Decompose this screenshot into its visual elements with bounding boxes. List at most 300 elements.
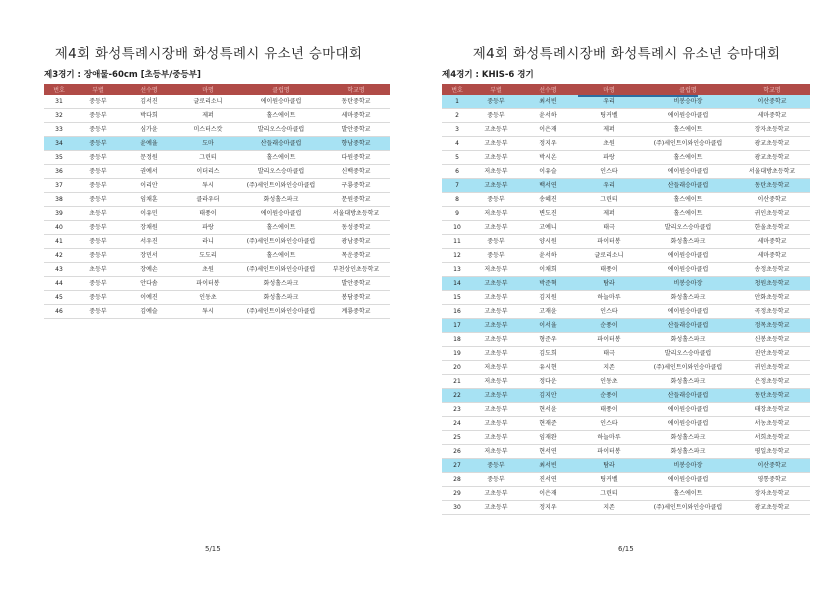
entry-table: [44, 84, 390, 319]
cell-horse: 제퍼: [176, 109, 240, 123]
cell-club: 에이원승마클럽: [240, 95, 322, 109]
cell-school: 장자초등학교: [734, 123, 810, 137]
cell-horse: 인동초: [176, 291, 240, 305]
cell-number: 22: [442, 389, 472, 403]
cell-division: 중등부: [74, 193, 122, 207]
table-row: [442, 459, 810, 473]
cell-club: 홀스에이트: [240, 249, 322, 263]
cell-division: 저초등부: [472, 165, 520, 179]
cell-division: 초등부: [74, 263, 122, 277]
cell-horse: 그린티: [576, 193, 642, 207]
cell-club: 에이원승마클럽: [642, 109, 734, 123]
cell-number: 19: [442, 347, 472, 361]
cell-rider: 진서연: [520, 473, 576, 487]
cell-club: 홀스에이트: [240, 221, 322, 235]
cell-number: 18: [442, 333, 472, 347]
cell-club: 화성홀스파크: [642, 291, 734, 305]
table-row: [442, 305, 810, 319]
cell-number: 33: [44, 123, 74, 137]
cell-horse: 초원: [576, 137, 642, 151]
cell-division: 고초등부: [472, 137, 520, 151]
cell-horse: 팅커벨: [576, 473, 642, 487]
cell-number: 32: [44, 109, 74, 123]
cell-number: 24: [442, 417, 472, 431]
cell-club: 화성홀스파크: [642, 375, 734, 389]
cell-school: 서울대방초등학교: [734, 165, 810, 179]
table-row: [442, 403, 810, 417]
cell-division: 중등부: [74, 123, 122, 137]
cell-club: (주)세인트이와인승마클럽: [240, 179, 322, 193]
cell-division: 중등부: [74, 179, 122, 193]
table-row: [442, 445, 810, 459]
cell-club: 에이원승마클럽: [642, 417, 734, 431]
cell-school: 태장초등학교: [734, 403, 810, 417]
cell-division: 중등부: [74, 235, 122, 249]
cell-horse: 파이터봉: [576, 235, 642, 249]
cell-number: 38: [44, 193, 74, 207]
cell-division: 중등부: [472, 95, 520, 109]
cell-school: 광교초등학교: [734, 151, 810, 165]
cell-number: 36: [44, 165, 74, 179]
cell-school: 귀인초등학교: [734, 207, 810, 221]
cell-school: 신백중학교: [322, 165, 390, 179]
cell-horse: 파이터봉: [576, 333, 642, 347]
cell-school: 청원초등학교: [734, 277, 810, 291]
cell-school: 한울초등학교: [734, 221, 810, 235]
page-title: 제4회 화성특례시장배 화성특례시 유소년 승마대회: [54, 46, 363, 62]
cell-rider: 현재준: [520, 417, 576, 431]
cell-number: 8: [442, 193, 472, 207]
cell-rider: 박준혁: [520, 277, 576, 291]
cell-horse: 인동초: [576, 375, 642, 389]
cell-club: 발리오스승마클럽: [642, 221, 734, 235]
table-row: [442, 375, 810, 389]
cell-number: 14: [442, 277, 472, 291]
cell-rider: 서우진: [122, 235, 176, 249]
cell-school: 정목초등학교: [734, 319, 810, 333]
cell-division: 고초등부: [472, 431, 520, 445]
cell-number: 26: [442, 445, 472, 459]
cell-division: 중등부: [472, 193, 520, 207]
table-row: [44, 277, 390, 291]
cell-division: 저초등부: [472, 375, 520, 389]
cell-club: (주)세인트이와인승마클럽: [642, 501, 734, 515]
cell-number: 16: [442, 305, 472, 319]
cell-school: 이산중학교: [734, 95, 810, 109]
cell-rider: 김서진: [122, 95, 176, 109]
cell-school: 문원중학교: [322, 193, 390, 207]
cell-school: 발안중학교: [322, 123, 390, 137]
cell-club: 홀스에이트: [642, 207, 734, 221]
cell-club: 에이원승마클럽: [642, 263, 734, 277]
cell-club: 화성홀스파크: [642, 445, 734, 459]
cell-school: 서농초등학교: [734, 417, 810, 431]
cell-rider: 김예슬: [122, 305, 176, 319]
cell-club: 화성홀스파크: [240, 277, 322, 291]
cell-school: 세마중학교: [734, 109, 810, 123]
cell-rider: 박시온: [520, 151, 576, 165]
cell-division: 고초등부: [472, 417, 520, 431]
cell-rider: 이은재: [520, 123, 576, 137]
cell-number: 9: [442, 207, 472, 221]
cell-division: 중등부: [74, 165, 122, 179]
cell-club: 화성홀스파크: [642, 431, 734, 445]
cell-division: 중등부: [74, 305, 122, 319]
cell-horse: 투시: [176, 179, 240, 193]
header-school: 학교명: [734, 84, 810, 95]
cell-division: 중등부: [74, 95, 122, 109]
table-row: [442, 193, 810, 207]
cell-horse: 미스터스캇: [176, 123, 240, 137]
table-row: [442, 347, 810, 361]
table-row: [442, 361, 810, 375]
table-row: [442, 235, 810, 249]
cell-school: 광교초등학교: [734, 137, 810, 151]
header-horse: 마명: [576, 84, 642, 95]
cell-rider: 윤예율: [122, 137, 176, 151]
cell-club: 발리오스승마클럽: [240, 123, 322, 137]
header-horse: 마명: [176, 84, 240, 95]
cell-rider: 최서빈: [520, 459, 576, 473]
cell-number: 45: [44, 291, 74, 305]
cell-rider: 현서윤: [520, 403, 576, 417]
cell-rider: 이은재: [520, 487, 576, 501]
cell-number: 6: [442, 165, 472, 179]
cell-horse: 하늘마루: [576, 431, 642, 445]
cell-school: 장자초등학교: [734, 487, 810, 501]
cell-horse: 하늘마루: [576, 291, 642, 305]
cell-division: 중등부: [472, 459, 520, 473]
cell-number: 4: [442, 137, 472, 151]
header-division: 부별: [472, 84, 520, 95]
cell-school: 귀인초등학교: [734, 361, 810, 375]
table-header-row: [442, 84, 810, 95]
cell-rider: 김도희: [520, 347, 576, 361]
table-row: [442, 487, 810, 501]
cell-club: 화성홀스파크: [240, 193, 322, 207]
header-school: 학교명: [322, 84, 390, 95]
cell-horse: 순풍이: [576, 319, 642, 333]
cell-rider: 윤서하: [520, 249, 576, 263]
cell-horse: 태극: [576, 221, 642, 235]
cell-rider: 정다운: [520, 375, 576, 389]
cell-number: 34: [44, 137, 74, 151]
cell-club: (주)세인트이와인승마클럽: [240, 263, 322, 277]
cell-club: 에이원승마클럽: [642, 403, 734, 417]
page-title: 제4회 화성특례시장배 화성특례시 유소년 승마대회: [472, 46, 781, 62]
cell-horse: 태풍이: [176, 207, 240, 221]
table-row: [44, 137, 390, 151]
cell-horse: 이더리스: [176, 165, 240, 179]
cell-horse: 지존: [576, 361, 642, 375]
table-body: [44, 95, 390, 319]
cell-school: 동탄초등학교: [734, 179, 810, 193]
table-row: [442, 291, 810, 305]
cell-rider: 장민서: [122, 249, 176, 263]
cell-division: 고초등부: [472, 123, 520, 137]
cell-division: 고초등부: [472, 501, 520, 515]
cell-rider: 권예서: [122, 165, 176, 179]
event-subtitle: 제4경기 : KHIS-6 경기: [442, 70, 534, 80]
table-row: [442, 319, 810, 333]
cell-rider: 이예진: [122, 291, 176, 305]
scan-page-6: [418, 0, 835, 590]
cell-club: 산들래승마클럽: [642, 319, 734, 333]
cell-school: 동성중학교: [322, 221, 390, 235]
table-row: [442, 123, 810, 137]
table-row: [442, 165, 810, 179]
header-number: 번호: [44, 84, 74, 95]
cell-school: 구룡중학교: [322, 179, 390, 193]
cell-number: 13: [442, 263, 472, 277]
cell-number: 40: [44, 221, 74, 235]
cell-number: 17: [442, 319, 472, 333]
cell-rider: 심가윤: [122, 123, 176, 137]
cell-club: (주)세인트이와인승마클럽: [240, 235, 322, 249]
cell-rider: 이채희: [520, 263, 576, 277]
cell-school: 곡정초등학교: [734, 305, 810, 319]
cell-horse: 인스타: [576, 305, 642, 319]
table-row: [442, 431, 810, 445]
cell-school: 세마중학교: [322, 109, 390, 123]
cell-number: 7: [442, 179, 472, 193]
table-row: [442, 333, 810, 347]
cell-division: 고초등부: [472, 403, 520, 417]
cell-rider: 장예손: [122, 263, 176, 277]
cell-division: 고초등부: [472, 151, 520, 165]
cell-division: 초등부: [74, 207, 122, 221]
table-row: [44, 207, 390, 221]
cell-school: 광남중학교: [322, 235, 390, 249]
cell-number: 37: [44, 179, 74, 193]
cell-division: 저초등부: [472, 263, 520, 277]
cell-horse: 파이터봉: [176, 277, 240, 291]
cell-rider: 안다솜: [122, 277, 176, 291]
table-row: [44, 109, 390, 123]
cell-rider: 고재윤: [520, 305, 576, 319]
cell-number: 12: [442, 249, 472, 263]
cell-club: 비봉승마장: [642, 459, 734, 473]
cell-horse: 태극: [576, 347, 642, 361]
cell-rider: 이유슬: [520, 165, 576, 179]
cell-rider: 이서율: [520, 319, 576, 333]
table-row: [442, 221, 810, 235]
table-row: [442, 501, 810, 515]
cell-horse: 파랑: [576, 151, 642, 165]
cell-club: 홀스에이트: [240, 109, 322, 123]
cell-school: 발안중학교: [322, 277, 390, 291]
cell-division: 중등부: [74, 151, 122, 165]
cell-number: 5: [442, 151, 472, 165]
cell-club: 홀스에이트: [240, 151, 322, 165]
cell-club: (주)세인트이와인승마클럽: [240, 305, 322, 319]
table-header-row: [44, 84, 390, 95]
cell-club: 에이원승마클럽: [642, 249, 734, 263]
cell-division: 중등부: [74, 221, 122, 235]
cell-rider: 임채훈: [122, 193, 176, 207]
table-row: [442, 95, 810, 109]
cell-horse: 그린티: [176, 151, 240, 165]
cell-horse: 인스타: [576, 165, 642, 179]
cell-club: 화성홀스파크: [642, 235, 734, 249]
cell-division: 고초등부: [472, 487, 520, 501]
cell-horse: 파랑: [176, 221, 240, 235]
table-body: [442, 95, 810, 515]
cell-division: 고초등부: [472, 291, 520, 305]
table-row: [44, 95, 390, 109]
cell-rider: 송혜진: [520, 193, 576, 207]
cell-number: 46: [44, 305, 74, 319]
cell-school: 진안초등학교: [734, 347, 810, 361]
cell-number: 29: [442, 487, 472, 501]
cell-school: 동탄중학교: [322, 95, 390, 109]
cell-rider: 양시원: [520, 235, 576, 249]
cell-rider: 형준우: [520, 333, 576, 347]
header-club: 클럽명: [642, 84, 734, 95]
table-row: [442, 473, 810, 487]
cell-number: 25: [442, 431, 472, 445]
cell-school: 향남중학교: [322, 137, 390, 151]
header-rider: 선수명: [122, 84, 176, 95]
cell-number: 2: [442, 109, 472, 123]
cell-school: 이산중학교: [734, 193, 810, 207]
header-rider: 선수명: [520, 84, 576, 95]
header-division: 부별: [74, 84, 122, 95]
cell-division: 중등부: [472, 473, 520, 487]
cell-club: (주)세인트이와인승마클럽: [642, 361, 734, 375]
cell-school: 광교초등학교: [734, 501, 810, 515]
cell-division: 중등부: [74, 277, 122, 291]
cell-club: 산들래승마클럽: [642, 389, 734, 403]
cell-rider: 박다희: [122, 109, 176, 123]
cell-club: 에이원승마클럽: [642, 165, 734, 179]
cell-rider: 문정원: [122, 151, 176, 165]
cell-club: 발리오스승마클럽: [240, 165, 322, 179]
scan-page-5: [0, 0, 417, 590]
table-row: [44, 235, 390, 249]
cell-club: (주)세인트이와인승마클럽: [642, 137, 734, 151]
table-row: [44, 165, 390, 179]
cell-horse: 인스타: [576, 417, 642, 431]
cell-number: 15: [442, 291, 472, 305]
cell-horse: 우리: [576, 179, 642, 193]
cell-number: 11: [442, 235, 472, 249]
table-row: [442, 389, 810, 403]
cell-division: 고초등부: [472, 277, 520, 291]
cell-division: 중등부: [472, 235, 520, 249]
cell-number: 42: [44, 249, 74, 263]
table-row: [442, 263, 810, 277]
cell-number: 10: [442, 221, 472, 235]
table-row: [442, 417, 810, 431]
cell-school: 목운중학교: [322, 249, 390, 263]
cell-school: 봉담중학교: [322, 291, 390, 305]
cell-division: 중등부: [472, 109, 520, 123]
cell-division: 고초등부: [472, 319, 520, 333]
table-row: [44, 193, 390, 207]
cell-horse: 태풍이: [576, 263, 642, 277]
cell-horse: 탐라: [576, 459, 642, 473]
table-row: [44, 123, 390, 137]
cell-horse: 제퍼: [576, 123, 642, 137]
cell-school: 송정초등학교: [734, 263, 810, 277]
cell-rider: 유시현: [520, 361, 576, 375]
cell-club: 에이원승마클럽: [642, 473, 734, 487]
cell-school: 은정초등학교: [734, 375, 810, 389]
cell-school: 다원중학교: [322, 151, 390, 165]
cell-club: 비봉승마장: [642, 277, 734, 291]
cell-division: 중등부: [74, 291, 122, 305]
cell-school: 영통중학교: [734, 473, 810, 487]
cell-number: 20: [442, 361, 472, 375]
cell-horse: 제퍼: [576, 207, 642, 221]
cell-number: 28: [442, 473, 472, 487]
cell-rider: 정지우: [520, 137, 576, 151]
cell-number: 3: [442, 123, 472, 137]
cell-division: 고초등부: [472, 305, 520, 319]
cell-horse: 도마: [176, 137, 240, 151]
cell-division: 저초등부: [472, 361, 520, 375]
table-row: [44, 263, 390, 277]
cell-rider: 장채원: [122, 221, 176, 235]
cell-school: 안화초등학교: [734, 291, 810, 305]
table-row: [442, 207, 810, 221]
table-row: [44, 249, 390, 263]
cell-horse: 팅커벨: [576, 109, 642, 123]
cell-school: 서울대방초등학교: [322, 207, 390, 221]
cell-horse: 파이터봉: [576, 445, 642, 459]
table-row: [44, 221, 390, 235]
table-row: [44, 291, 390, 305]
table-row: [442, 109, 810, 123]
cell-school: 평일초등학교: [734, 445, 810, 459]
table-row: [44, 151, 390, 165]
cell-school: 계룡중학교: [322, 305, 390, 319]
cell-school: 동탄초등학교: [734, 389, 810, 403]
cell-rider: 백서연: [520, 179, 576, 193]
header-club: 클럽명: [240, 84, 322, 95]
cell-number: 43: [44, 263, 74, 277]
cell-division: 중등부: [74, 109, 122, 123]
cell-school: 서희초등학교: [734, 431, 810, 445]
cell-number: 44: [44, 277, 74, 291]
cell-rider: 변도진: [520, 207, 576, 221]
page-number: 5/15: [205, 545, 221, 553]
cell-rider: 최서빈: [520, 95, 576, 109]
cell-rider: 이리안: [122, 179, 176, 193]
cell-club: 산들래승마클럽: [240, 137, 322, 151]
cell-club: 화성홀스파크: [240, 291, 322, 305]
cell-horse: 도도리: [176, 249, 240, 263]
cell-school: 부천상인초등학교: [322, 263, 390, 277]
cell-number: 35: [44, 151, 74, 165]
cell-division: 저초등부: [472, 207, 520, 221]
cell-rider: 이유민: [122, 207, 176, 221]
cell-club: 비봉승마장: [642, 95, 734, 109]
cell-division: 고초등부: [472, 333, 520, 347]
cell-club: 에이원승마클럽: [642, 305, 734, 319]
table-row: [442, 249, 810, 263]
cell-division: 고초등부: [472, 179, 520, 193]
entry-table: [442, 84, 810, 515]
cell-school: 세마중학교: [734, 249, 810, 263]
table-row: [442, 179, 810, 193]
cell-number: 1: [442, 95, 472, 109]
cell-number: 27: [442, 459, 472, 473]
cell-number: 23: [442, 403, 472, 417]
cell-horse: 순풍이: [576, 389, 642, 403]
cell-rider: 임재완: [520, 431, 576, 445]
